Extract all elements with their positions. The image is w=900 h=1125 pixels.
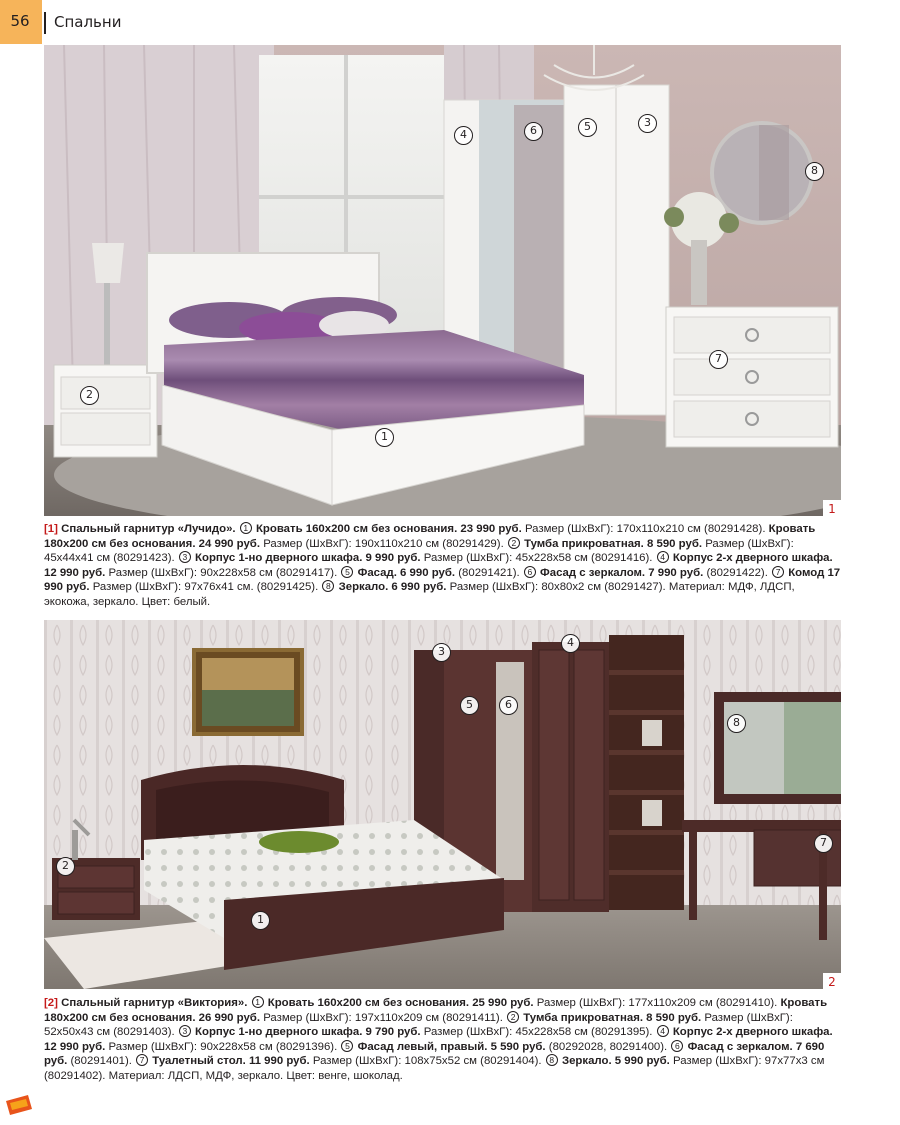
- bedroom-illustration-wenge: [44, 620, 841, 989]
- header-divider: [44, 12, 46, 34]
- set-id-label: [1]: [44, 523, 58, 535]
- callout-mirror-facade: 6: [524, 122, 543, 141]
- item-number: 7: [136, 1054, 148, 1066]
- set-title: Спальный гарнитур «Лучидо».: [61, 523, 236, 535]
- item-name: Фасад с зеркалом. 7 690 руб.: [44, 1040, 825, 1068]
- item-details: (80292028, 80291400).: [548, 1040, 668, 1053]
- material-note: Материал: ЛДСП, МДФ, зеркало. Цвет: венге, шоколад.: [108, 1069, 403, 1082]
- caption-set-lucido: [44, 522, 841, 610]
- item-name: Кровать 160х200 см без основания. 25 990 руб.: [267, 997, 534, 1009]
- item-name: Тумба прикроватная. 8 590 руб.: [524, 537, 703, 550]
- material-note: Материал: МДФ, ЛДСП, экокожа, зеркало. Цвет: белый.: [44, 581, 795, 608]
- item-number: 2: [508, 537, 520, 549]
- item-details: Размер (ШхВхГ): 190х110х210 см (80291429).: [263, 537, 504, 550]
- item-number: 2: [507, 1011, 519, 1023]
- item-number: 4: [657, 1025, 669, 1037]
- page-number: 56: [10, 12, 30, 30]
- item-number: 1: [252, 996, 264, 1008]
- item-number: 3: [179, 551, 191, 563]
- item-details: Размер (ШхВхГ): 108х75х52 см (80291404).: [312, 1055, 542, 1068]
- callout-facade: 5: [460, 696, 479, 715]
- callout-facade: 5: [578, 118, 597, 137]
- callout-bed: 1: [251, 911, 270, 930]
- item-name: Зеркало. 5 990 руб.: [561, 1055, 670, 1068]
- item-name: Фасад. 6 990 руб.: [357, 566, 456, 579]
- item-details: Размер (ШхВхГ): 52х50х43 см (80291403).: [44, 1011, 793, 1039]
- item-name: Корпус 2-х дверного шкафа. 12 990 руб.: [44, 552, 833, 579]
- store-logo-badge: [4, 1093, 34, 1117]
- item-number: 5: [341, 1040, 353, 1052]
- item-name: Корпус 1-но дверного шкафа. 9 990 руб.: [195, 552, 421, 565]
- set-title: Спальный гарнитур «Виктория».: [61, 997, 248, 1009]
- item-details: (80291401).: [70, 1055, 132, 1068]
- item-name: Кровать 180х200 см без основания. 26 990 руб.: [44, 997, 828, 1024]
- item-number: 8: [322, 580, 334, 592]
- item-name: Фасад с зеркалом. 7 990 руб.: [540, 566, 704, 579]
- item-number: 5: [341, 566, 353, 578]
- item-name: Фасад левый, правый. 5 590 руб.: [357, 1040, 546, 1053]
- item-details: Размер (ШхВхГ): 97х76х41 см. (80291425).: [92, 581, 319, 594]
- item-name: Зеркало. 6 990 руб.: [338, 581, 447, 594]
- item-name: Туалетный стол. 11 990 руб.: [152, 1055, 310, 1068]
- callout-mirror: 8: [805, 162, 824, 181]
- item-number: 4: [657, 551, 669, 563]
- callout-bed: 1: [375, 428, 394, 447]
- set-id-label: [2]: [44, 997, 58, 1009]
- item-number: 3: [179, 1025, 191, 1037]
- item-name: Комод 17 990 руб.: [44, 566, 841, 594]
- section-title: Спальни: [54, 13, 122, 31]
- callout-wardrobe-2-door: 4: [454, 126, 473, 145]
- item-details: Размер (ШхВхГ): 90х228х58 см (80291396).: [108, 1040, 338, 1053]
- item-number: 6: [524, 566, 536, 578]
- bedroom-photo-victoria: [44, 620, 841, 989]
- item-details: (80291422).: [706, 566, 768, 579]
- item-number: 8: [546, 1054, 558, 1066]
- callout-mirror-facade: 6: [499, 696, 518, 715]
- item-details: Размер (ШхВхГ): 170х110х210 см (80291428).: [524, 523, 766, 535]
- bedroom-illustration-white: [44, 45, 841, 516]
- item-details: Размер (ШхВхГ): 197х110х209 см (80291411).: [263, 1011, 503, 1024]
- item-details: (80291421).: [458, 566, 520, 579]
- callout-wardrobe-1-door: 3: [432, 643, 451, 662]
- item-details: Размер (ШхВхГ): 45х228х58 см (80291416).: [423, 552, 653, 565]
- item-name: Кровать 160х200 см без основания. 23 990 руб.: [255, 523, 522, 535]
- item-name: Тумба прикроватная. 8 590 руб.: [523, 1011, 702, 1024]
- callout-nightstand: 2: [56, 857, 75, 876]
- item-details: Размер (ШхВхГ): 97х77х3 см (80291402).: [44, 1055, 825, 1082]
- photo-index-1: 1: [823, 500, 841, 518]
- caption-set-victoria: [44, 996, 841, 1084]
- item-number: 6: [671, 1040, 683, 1052]
- item-number: 1: [240, 522, 252, 534]
- item-details: Размер (ШхВхГ): 45х44х41 см (80291423).: [44, 537, 794, 565]
- item-name: Кровать 180х200 см без основания. 24 990 руб.: [44, 523, 816, 550]
- callout-nightstand: 2: [80, 386, 99, 405]
- callout-mirror: 8: [727, 714, 746, 733]
- callout-chest-of-drawers: 7: [709, 350, 728, 369]
- bedroom-photo-lucido: [44, 45, 841, 516]
- item-details: Размер (ШхВхГ): 45х228х58 см (80291395).: [423, 1026, 653, 1039]
- item-details: Размер (ШхВхГ): 80х80х2 см (80291427).: [449, 581, 666, 594]
- photo-index-2: 2: [823, 973, 841, 991]
- item-number: 7: [772, 566, 784, 578]
- item-name: Корпус 2-х дверного шкафа. 12 990 руб.: [44, 1026, 833, 1053]
- callout-wardrobe-1-door: 3: [638, 114, 657, 133]
- item-details: Размер (ШхВхГ): 177х110х209 см (80291410).: [536, 997, 778, 1009]
- callout-dressing-table: 7: [814, 834, 833, 853]
- item-name: Корпус 1-но дверного шкафа. 9 790 руб.: [195, 1026, 421, 1039]
- callout-wardrobe-2-door: 4: [561, 634, 580, 653]
- item-details: Размер (ШхВхГ): 90х228х58 см (80291417).: [108, 566, 338, 579]
